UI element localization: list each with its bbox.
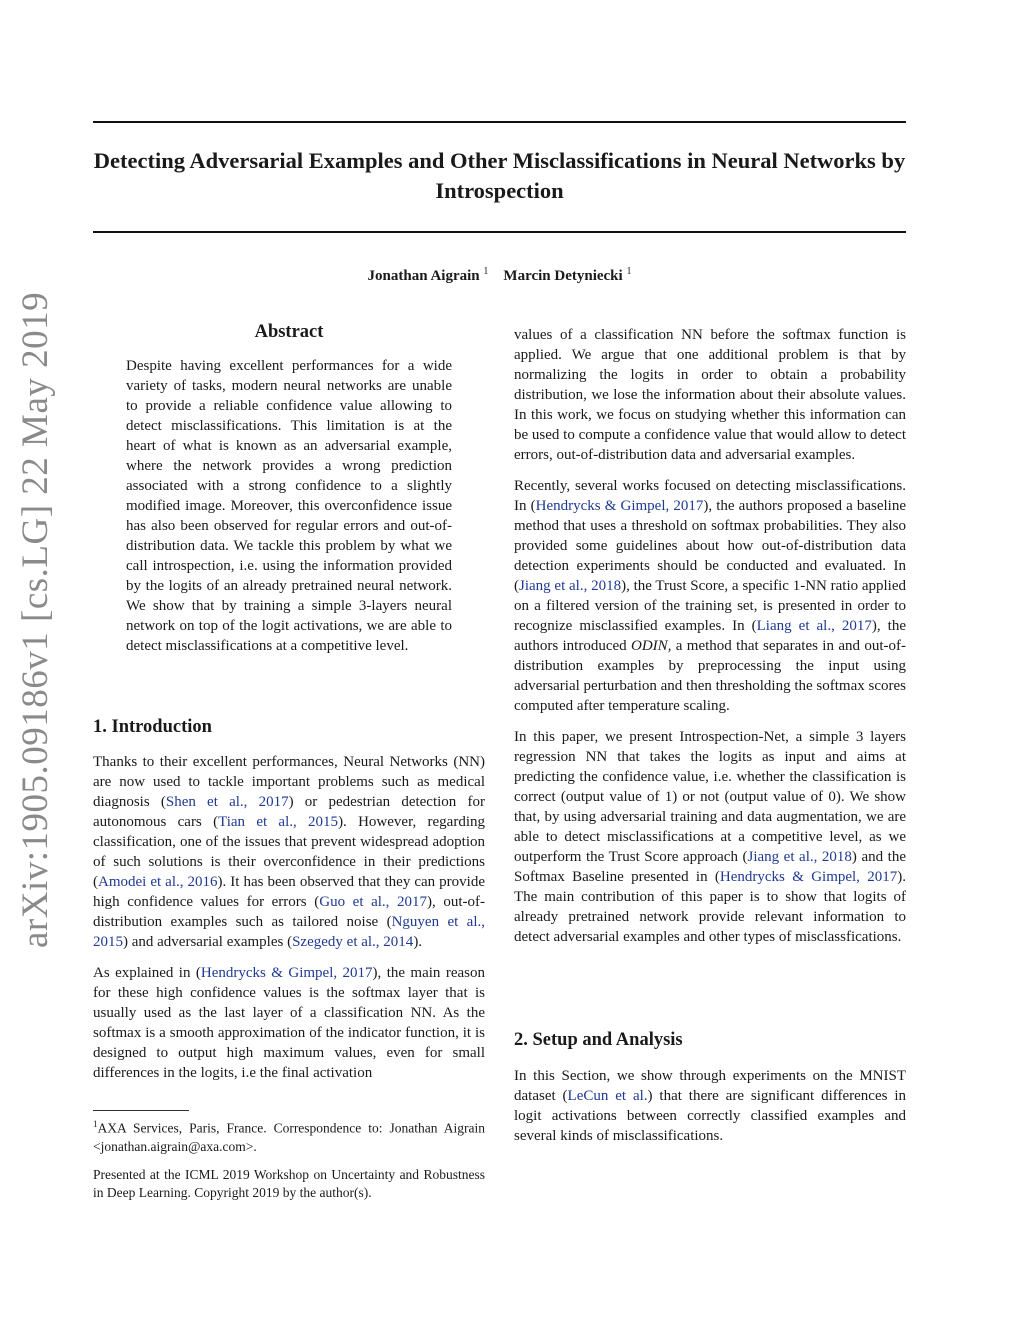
author-affiliation: 1: [626, 266, 632, 277]
citation-link[interactable]: LeCun et al.: [567, 1088, 648, 1104]
author-list: [93, 266, 906, 285]
citation-link[interactable]: Hendrycks & Gimpel, 2017: [719, 869, 898, 885]
intro-paragraph: Thanks to their excellent performances, Neural Networks (NN) are now used to tackle important problems such as medical diagnosis (Shen et al., 2017) or pedestrian detection for autonomous cars (Tian et al., 2015). However, regarding classification, one of the issues that prevent widespread adoption of such solutions is their overconfidence in their predictions (Amodei et al., 2016). It has been observed that they can provide high confidence values for errors (Guo et al., 2017), out-of-distribution examples such as tailored noise (Nguyen et al., 2015) and adversarial examples (Szegedy et al., 2014).: [93, 754, 486, 950]
arxiv-sidebar-stamp: arXiv:1905.09186v1 [cs.LG] 22 May 2019: [15, 291, 56, 948]
body-paragraph: Recently, several works focused on detecting misclassifications. In (Hendrycks & Gimpel, 2017), the authors proposed a baseline method that uses a threshold on softmax probabilities. They also provided some guidelines about how out-of-distribution data detection experiments should be conducted and evaluated. In (Jiang et al., 2018), the Trust Score, a specific 1-NN ratio applied on a filtered version of the training set, is presented in order to recognize misclassified examples. In (Liang et al., 2017), the authors introduced ODIN, a method that separates in and out-of-distribution examples by preprocessing the input using adversarial perturbation and then thresholding the softmax scores computed after temperature scaling.: [514, 478, 907, 714]
body-paragraph: values of a classification NN before the softmax function is applied. We argue that one additional problem is that by normalizing the logits in order to obtain a probability distribution, we lose the information about their absolute values. In this work, we focus on studying whether this information can be used to compute a confidence value that would allow to detect errors, out-of-distribution data and adversarial examples.: [514, 327, 906, 463]
citation-link[interactable]: Szegedy et al., 2014: [292, 934, 414, 950]
method-name: ODIN: [631, 638, 668, 654]
citation-link[interactable]: Shen et al., 2017: [165, 794, 289, 810]
citation-link[interactable]: Jiang et al., 2018: [747, 849, 852, 865]
citation-link[interactable]: Hendrycks & Gimpel, 2017: [200, 965, 373, 981]
intro-heading: 1. Introduction: [93, 717, 212, 737]
top-rule: [93, 121, 906, 123]
citation-link[interactable]: Amodei et al., 2016: [98, 874, 218, 890]
citation-link[interactable]: Tian et al., 2015: [218, 814, 339, 830]
author-name: Marcin Detyniecki: [503, 268, 623, 284]
author-affiliation: 1: [483, 266, 489, 277]
abstract-heading: Abstract: [254, 322, 324, 342]
left-column-body: [93, 752, 485, 1094]
title-bottom-rule: [93, 231, 906, 233]
affiliation-footnote: $^1$AXA Services, Paris, France. Correspondence to: Jonathan Aigrain <jonathan.aigrain@axa.com>.: [93, 1119, 485, 1154]
citation-link[interactable]: Jiang et al., 2018: [519, 578, 622, 594]
setup-paragraph: In this Section, we show through experiments on the MNIST dataset (LeCun et al.) that there are significant differences in logit activations between correctly classified examples and several kinds of misclassifications.: [514, 1068, 906, 1144]
venue-note: Presented at the ICML 2019 Workshop on Uncertainty and Robustness in Deep Learning. Copyright 2019 by the author(s).: [93, 1167, 485, 1200]
setup-heading: 2. Setup and Analysis: [514, 1030, 683, 1050]
body-paragraph: In this paper, we present Introspection-Net, a simple 3 layers regression NN that takes the logits as input and aims at predicting the confidence value, i.e. whether the classification is correct (output value of 1) or not (output value of 0). We show that, by using adversarial training and data augmentation, we are able to detect misclassifications at a competitive level, as we outperform the Trust Score approach (Jiang et al., 2018) and the Softmax Baseline presented in (Hendrycks & Gimpel, 2017). The main contribution of this paper is to show that logits of already pretrained network provide relevant information to detect adversarial examples and other types of misclassfications.: [514, 729, 907, 945]
citation-link[interactable]: Liang et al., 2017: [756, 618, 872, 634]
abstract-text: Despite having excellent performances for a wide variety of tasks, modern neural networks are unable to provide a reliable confidence value allowing to detect misclassifications. This limitation is at the heart of what is known as an adversarial example, where the network provides a wrong prediction associated with a strong confidence to a slightly modified image. Moreover, this overconfidence issue has also been observed for regular errors and out-of-distribution data. We tackle this problem by what we call introspection, i.e. using the information provided by the logits of an already pretrained neural network. We show that by training a simple 3-layers neural network on top of the logit activations, we are able to detect misclassifications at a competitive level.: [126, 358, 452, 654]
author-name: Jonathan Aigrain: [367, 268, 480, 284]
citation-link[interactable]: Hendrycks & Gimpel, 2017: [535, 498, 704, 514]
citation-link[interactable]: Guo et al., 2017: [319, 894, 428, 910]
intro-paragraph: As explained in (Hendrycks & Gimpel, 2017), the main reason for these high confidence values is the softmax layer that is usually used as the last layer of a classification NN. As the softmax is a smooth approximation of the indicator function, it is designed to output high maximum values, even for small differences in the logits, i.e the final activation: [93, 965, 485, 1081]
paper-title: Detecting Adversarial Examples and Other Misclassifications in Neural Networks by Introspection: [93, 148, 906, 203]
citation-link[interactable]: Nguyen et al., 2015: [93, 914, 486, 950]
right-column-body: [514, 325, 906, 958]
footnote-rule: [93, 1110, 189, 1111]
